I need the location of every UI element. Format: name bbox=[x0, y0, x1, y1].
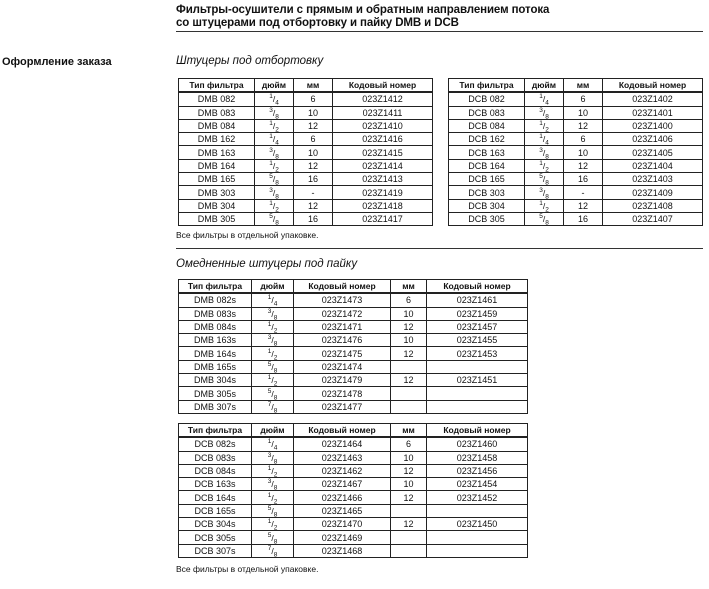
fraction: $^5/_8$ bbox=[267, 505, 278, 519]
table-cell: 12 bbox=[391, 320, 427, 333]
table-row bbox=[179, 437, 528, 451]
col-header: Кодовый номер bbox=[603, 79, 703, 93]
table-row bbox=[179, 133, 433, 146]
table-cell: 023Z1472 bbox=[294, 307, 391, 320]
size-inch-cell bbox=[525, 212, 564, 225]
size-inch-cell bbox=[255, 199, 294, 212]
table-cell: 023Z1470 bbox=[294, 518, 391, 531]
table-cell: 12 bbox=[391, 518, 427, 531]
col-header: дюйм bbox=[255, 79, 294, 93]
col-header: Кодовый номер bbox=[294, 424, 391, 438]
table-cell: 6 bbox=[564, 133, 603, 146]
table-row bbox=[179, 119, 433, 132]
filter-type-cell: DCB 164 bbox=[449, 159, 525, 172]
col-header: мм bbox=[391, 280, 427, 294]
table-cell: 023Z1458 bbox=[427, 451, 528, 464]
size-inch-cell bbox=[252, 334, 294, 347]
fraction: $^3/_8$ bbox=[269, 186, 279, 201]
table-cell: 023Z1450 bbox=[427, 518, 528, 531]
table-row bbox=[179, 400, 528, 413]
table-cell: 023Z1405 bbox=[603, 146, 703, 159]
table-cell: 023Z1402 bbox=[603, 92, 703, 106]
fraction: $^1/_2$ bbox=[267, 347, 278, 362]
size-inch-cell bbox=[525, 173, 564, 186]
table-cell: 12 bbox=[294, 159, 333, 172]
table-cell: 16 bbox=[564, 212, 603, 225]
table-cell: 16 bbox=[294, 173, 333, 186]
filter-type-cell: DCB 084s bbox=[179, 464, 252, 477]
table-cell: 023Z1461 bbox=[427, 293, 528, 307]
size-inch-cell bbox=[525, 119, 564, 132]
col-header: дюйм bbox=[525, 79, 564, 93]
filter-type-cell: DCB 305s bbox=[179, 531, 252, 544]
col-header: Кодовый номер bbox=[294, 280, 391, 294]
fraction: $^3/_8$ bbox=[267, 451, 278, 466]
filter-type-cell: DMB 084 bbox=[179, 119, 255, 132]
table-cell bbox=[427, 544, 528, 557]
table-row bbox=[449, 159, 703, 172]
size-inch-cell bbox=[255, 92, 294, 106]
flare-dmb-table bbox=[178, 78, 433, 226]
table-row bbox=[179, 347, 528, 360]
size-inch-cell bbox=[252, 437, 294, 451]
size-inch-cell bbox=[255, 146, 294, 159]
fraction: $^7/_8$ bbox=[267, 544, 278, 559]
table-cell: 023Z1408 bbox=[603, 199, 703, 212]
filter-type-cell: DMB 165s bbox=[179, 360, 252, 373]
filter-type-cell: DMB 164 bbox=[179, 159, 255, 172]
solder-dcb-table bbox=[178, 423, 528, 558]
table-row bbox=[179, 504, 528, 517]
table-cell: 12 bbox=[391, 464, 427, 477]
size-inch-cell bbox=[255, 186, 294, 199]
fraction: $^5/_8$ bbox=[269, 213, 279, 227]
fraction: $^1/_2$ bbox=[269, 120, 279, 134]
filter-type-cell: DMB 164s bbox=[179, 347, 252, 360]
size-inch-cell bbox=[525, 159, 564, 172]
section-solder-title: Омедненные штуцеры под пайку bbox=[176, 258, 358, 270]
col-header: Кодовый номер bbox=[333, 79, 433, 93]
table-cell: 023Z1468 bbox=[294, 544, 391, 557]
table-cell: 12 bbox=[564, 199, 603, 212]
table-cell: 023Z1452 bbox=[427, 491, 528, 504]
table-row bbox=[179, 478, 528, 491]
table-row bbox=[449, 146, 703, 159]
table-cell: 6 bbox=[294, 92, 333, 106]
table-cell: 023Z1477 bbox=[294, 400, 391, 413]
table-cell bbox=[391, 544, 427, 557]
table-cell: 023Z1459 bbox=[427, 307, 528, 320]
col-header: дюйм bbox=[252, 424, 294, 438]
size-inch-cell bbox=[252, 387, 294, 400]
title-line-2: со штуцерами под отбортовку и пайку DMB и DCB bbox=[176, 17, 459, 29]
table-cell: 023Z1407 bbox=[603, 212, 703, 225]
table-cell bbox=[391, 531, 427, 544]
table-row bbox=[179, 307, 528, 320]
table-cell: 10 bbox=[391, 451, 427, 464]
table-cell: 023Z1460 bbox=[427, 437, 528, 451]
fraction: $^1/_4$ bbox=[267, 438, 278, 453]
fraction: $^3/_8$ bbox=[267, 478, 278, 493]
size-inch-cell bbox=[252, 347, 294, 360]
table-cell: 6 bbox=[564, 92, 603, 106]
table-cell: 023Z1476 bbox=[294, 334, 391, 347]
col-header: дюйм bbox=[252, 280, 294, 294]
table-cell: 023Z1413 bbox=[333, 173, 433, 186]
table-cell: 023Z1454 bbox=[427, 478, 528, 491]
packaging-note: Все фильтры в отдельной упаковке. bbox=[176, 564, 319, 574]
filter-type-cell: DCB 165s bbox=[179, 504, 252, 517]
table-row bbox=[179, 451, 528, 464]
table-cell: 023Z1409 bbox=[603, 186, 703, 199]
size-inch-cell bbox=[252, 531, 294, 544]
filter-type-cell: DMB 304s bbox=[179, 374, 252, 387]
size-inch-cell bbox=[252, 374, 294, 387]
table-cell: 12 bbox=[294, 119, 333, 132]
filter-type-cell: DCB 304s bbox=[179, 518, 252, 531]
table-cell: 023Z1406 bbox=[603, 133, 703, 146]
table-cell: 6 bbox=[391, 293, 427, 307]
filter-type-cell: DCB 164s bbox=[179, 491, 252, 504]
table-cell bbox=[427, 400, 528, 413]
fraction: $^1/_2$ bbox=[267, 465, 278, 479]
table-row bbox=[179, 464, 528, 477]
table-cell: 023Z1462 bbox=[294, 464, 391, 477]
fraction: $^5/_8$ bbox=[269, 173, 279, 187]
fraction: $^5/_8$ bbox=[539, 213, 549, 227]
table-cell: 023Z1471 bbox=[294, 320, 391, 333]
fraction: $^1/_4$ bbox=[267, 294, 278, 309]
filter-type-cell: DCB 083s bbox=[179, 451, 252, 464]
fraction: $^3/_8$ bbox=[539, 146, 549, 161]
col-header: мм bbox=[391, 424, 427, 438]
table-row bbox=[449, 119, 703, 132]
table-cell: 023Z1415 bbox=[333, 146, 433, 159]
size-inch-cell bbox=[252, 360, 294, 373]
table-cell: 023Z1410 bbox=[333, 119, 433, 132]
fraction: $^5/_8$ bbox=[267, 361, 278, 375]
table-row bbox=[449, 186, 703, 199]
filter-type-cell: DCB 165 bbox=[449, 173, 525, 186]
filter-type-cell: DMB 307s bbox=[179, 400, 252, 413]
table-row bbox=[179, 159, 433, 172]
filter-type-cell: DCB 163s bbox=[179, 478, 252, 491]
filter-type-cell: DMB 162 bbox=[179, 133, 255, 146]
table-cell: 10 bbox=[294, 106, 333, 119]
filter-type-cell: DCB 307s bbox=[179, 544, 252, 557]
col-header: Тип фильтра bbox=[179, 280, 252, 294]
table-row bbox=[179, 212, 433, 225]
filter-type-cell: DCB 304 bbox=[449, 199, 525, 212]
page-title bbox=[176, 4, 549, 30]
table-cell bbox=[427, 504, 528, 517]
table-cell: 10 bbox=[294, 146, 333, 159]
table-row bbox=[179, 146, 433, 159]
filter-type-cell: DMB 305s bbox=[179, 387, 252, 400]
filter-type-cell: DMB 163 bbox=[179, 146, 255, 159]
table-cell bbox=[427, 387, 528, 400]
fraction: $^3/_8$ bbox=[267, 334, 278, 349]
table-cell: 12 bbox=[391, 347, 427, 360]
table-cell: 023Z1451 bbox=[427, 374, 528, 387]
table-cell bbox=[391, 400, 427, 413]
table-cell: 023Z1474 bbox=[294, 360, 391, 373]
filter-type-cell: DMB 303 bbox=[179, 186, 255, 199]
size-inch-cell bbox=[255, 106, 294, 119]
size-inch-cell bbox=[252, 544, 294, 557]
table-cell: 023Z1473 bbox=[294, 293, 391, 307]
header-rule bbox=[176, 31, 703, 32]
table-cell: 12 bbox=[294, 199, 333, 212]
filter-type-cell: DCB 084 bbox=[449, 119, 525, 132]
fraction: $^1/_2$ bbox=[267, 491, 278, 506]
table-cell: 023Z1464 bbox=[294, 437, 391, 451]
size-inch-cell bbox=[252, 464, 294, 477]
table-cell: 6 bbox=[391, 437, 427, 451]
table-cell: 023Z1417 bbox=[333, 212, 433, 225]
size-inch-cell bbox=[525, 146, 564, 159]
fraction: $^1/_4$ bbox=[269, 93, 279, 108]
fraction: $^1/_4$ bbox=[539, 133, 549, 148]
table-cell: 10 bbox=[564, 106, 603, 119]
table-cell: 12 bbox=[564, 159, 603, 172]
table-row bbox=[449, 106, 703, 119]
filter-type-cell: DCB 162 bbox=[449, 133, 525, 146]
filter-type-cell: DMB 163s bbox=[179, 334, 252, 347]
col-header: мм bbox=[564, 79, 603, 93]
table-row bbox=[179, 518, 528, 531]
size-inch-cell bbox=[252, 307, 294, 320]
table-cell: 16 bbox=[294, 212, 333, 225]
table-row bbox=[449, 173, 703, 186]
table-cell: 023Z1416 bbox=[333, 133, 433, 146]
table-row bbox=[179, 92, 433, 106]
filter-type-cell: DCB 082s bbox=[179, 437, 252, 451]
fraction: $^5/_8$ bbox=[267, 531, 278, 546]
fraction: $^1/_2$ bbox=[267, 374, 278, 388]
size-inch-cell bbox=[525, 133, 564, 146]
table-row bbox=[179, 531, 528, 544]
solder-dmb-table bbox=[178, 279, 528, 414]
size-inch-cell bbox=[252, 293, 294, 307]
table-cell: 10 bbox=[391, 307, 427, 320]
table-row bbox=[449, 212, 703, 225]
table-row bbox=[179, 491, 528, 504]
fraction: $^1/_2$ bbox=[539, 199, 549, 214]
table-cell: - bbox=[294, 186, 333, 199]
table-cell: 023Z1467 bbox=[294, 478, 391, 491]
table-row bbox=[179, 293, 528, 307]
size-inch-cell bbox=[525, 92, 564, 106]
fraction: $^1/_2$ bbox=[269, 199, 279, 214]
fraction: $^1/_2$ bbox=[267, 518, 278, 532]
table-cell: 12 bbox=[564, 119, 603, 132]
size-inch-cell bbox=[252, 504, 294, 517]
table-cell bbox=[391, 504, 427, 517]
table-cell: 023Z1404 bbox=[603, 159, 703, 172]
size-inch-cell bbox=[525, 186, 564, 199]
table-row bbox=[179, 199, 433, 212]
table-cell: 023Z1419 bbox=[333, 186, 433, 199]
table-cell: 023Z1412 bbox=[333, 92, 433, 106]
size-inch-cell bbox=[252, 320, 294, 333]
table-cell bbox=[391, 387, 427, 400]
filter-type-cell: DMB 082 bbox=[179, 92, 255, 106]
fraction: $^1/_2$ bbox=[269, 160, 279, 174]
table-cell bbox=[391, 360, 427, 373]
table-cell: 023Z1465 bbox=[294, 504, 391, 517]
table-cell: 023Z1463 bbox=[294, 451, 391, 464]
table-cell: 023Z1455 bbox=[427, 334, 528, 347]
filter-type-cell: DMB 304 bbox=[179, 199, 255, 212]
filter-type-cell: DMB 083s bbox=[179, 307, 252, 320]
table-row bbox=[179, 186, 433, 199]
packaging-note: Все фильтры в отдельной упаковке. bbox=[176, 230, 319, 240]
size-inch-cell bbox=[525, 106, 564, 119]
table-cell: 023Z1457 bbox=[427, 320, 528, 333]
title-line-1: Фильтры-осушители с прямым и обратным направлением потока bbox=[176, 4, 550, 16]
table-cell: 023Z1479 bbox=[294, 374, 391, 387]
table-cell: 023Z1414 bbox=[333, 159, 433, 172]
fraction: $^1/_2$ bbox=[539, 160, 549, 174]
col-header: Тип фильтра bbox=[179, 424, 252, 438]
table-row bbox=[179, 320, 528, 333]
section-rule bbox=[176, 248, 703, 249]
table-cell: 023Z1453 bbox=[427, 347, 528, 360]
table-cell bbox=[427, 360, 528, 373]
col-header: мм bbox=[294, 79, 333, 93]
filter-type-cell: DCB 305 bbox=[449, 212, 525, 225]
table-row bbox=[179, 334, 528, 347]
filter-type-cell: DCB 163 bbox=[449, 146, 525, 159]
table-row bbox=[179, 173, 433, 186]
table-row bbox=[449, 199, 703, 212]
size-inch-cell bbox=[252, 478, 294, 491]
fraction: $^1/_2$ bbox=[267, 321, 278, 335]
size-inch-cell bbox=[252, 451, 294, 464]
table-cell: 023Z1469 bbox=[294, 531, 391, 544]
filter-type-cell: DMB 084s bbox=[179, 320, 252, 333]
col-header: Тип фильтра bbox=[179, 79, 255, 93]
fraction: $^3/_8$ bbox=[539, 186, 549, 201]
table-cell: 023Z1475 bbox=[294, 347, 391, 360]
col-header: Кодовый номер bbox=[427, 280, 528, 294]
table-cell: 10 bbox=[391, 334, 427, 347]
fraction: $^5/_8$ bbox=[267, 387, 278, 402]
fraction: $^7/_8$ bbox=[267, 400, 278, 415]
table-cell: 023Z1456 bbox=[427, 464, 528, 477]
filter-type-cell: DMB 083 bbox=[179, 106, 255, 119]
table-row bbox=[449, 133, 703, 146]
table-cell: 16 bbox=[564, 173, 603, 186]
size-inch-cell bbox=[252, 518, 294, 531]
table-cell: 023Z1418 bbox=[333, 199, 433, 212]
col-header: Кодовый номер bbox=[427, 424, 528, 438]
table-row bbox=[179, 544, 528, 557]
size-inch-cell bbox=[255, 159, 294, 172]
sidebar-label: Оформление заказа bbox=[2, 56, 112, 68]
fraction: $^5/_8$ bbox=[539, 173, 549, 187]
filter-type-cell: DCB 083 bbox=[449, 106, 525, 119]
fraction: $^3/_8$ bbox=[269, 146, 279, 161]
size-inch-cell bbox=[255, 173, 294, 186]
size-inch-cell bbox=[255, 119, 294, 132]
table-cell: 12 bbox=[391, 374, 427, 387]
filter-type-cell: DCB 303 bbox=[449, 186, 525, 199]
fraction: $^1/_2$ bbox=[539, 120, 549, 134]
table-row bbox=[449, 92, 703, 106]
table-cell: 023Z1411 bbox=[333, 106, 433, 119]
table-cell: 023Z1466 bbox=[294, 491, 391, 504]
table-cell: - bbox=[564, 186, 603, 199]
section-flare-title: Штуцеры под отбортовку bbox=[176, 55, 324, 67]
filter-type-cell: DMB 082s bbox=[179, 293, 252, 307]
table-row bbox=[179, 106, 433, 119]
table-cell: 10 bbox=[391, 478, 427, 491]
fraction: $^3/_8$ bbox=[267, 307, 278, 322]
filter-type-cell: DMB 165 bbox=[179, 173, 255, 186]
flare-dcb-table bbox=[448, 78, 703, 226]
table-cell: 12 bbox=[391, 491, 427, 504]
fraction: $^1/_4$ bbox=[539, 93, 549, 108]
table-cell: 6 bbox=[294, 133, 333, 146]
col-header: Тип фильтра bbox=[449, 79, 525, 93]
size-inch-cell bbox=[525, 199, 564, 212]
table-cell: 023Z1400 bbox=[603, 119, 703, 132]
table-cell: 023Z1403 bbox=[603, 173, 703, 186]
size-inch-cell bbox=[255, 212, 294, 225]
table-cell: 023Z1401 bbox=[603, 106, 703, 119]
fraction: $^3/_8$ bbox=[269, 106, 279, 121]
fraction: $^1/_4$ bbox=[269, 133, 279, 148]
table-row bbox=[179, 360, 528, 373]
size-inch-cell bbox=[255, 133, 294, 146]
table-cell bbox=[427, 531, 528, 544]
table-row bbox=[179, 374, 528, 387]
table-cell: 10 bbox=[564, 146, 603, 159]
size-inch-cell bbox=[252, 491, 294, 504]
size-inch-cell bbox=[252, 400, 294, 413]
table-row bbox=[179, 387, 528, 400]
fraction: $^3/_8$ bbox=[539, 106, 549, 121]
table-cell: 023Z1478 bbox=[294, 387, 391, 400]
filter-type-cell: DMB 305 bbox=[179, 212, 255, 225]
filter-type-cell: DCB 082 bbox=[449, 92, 525, 106]
